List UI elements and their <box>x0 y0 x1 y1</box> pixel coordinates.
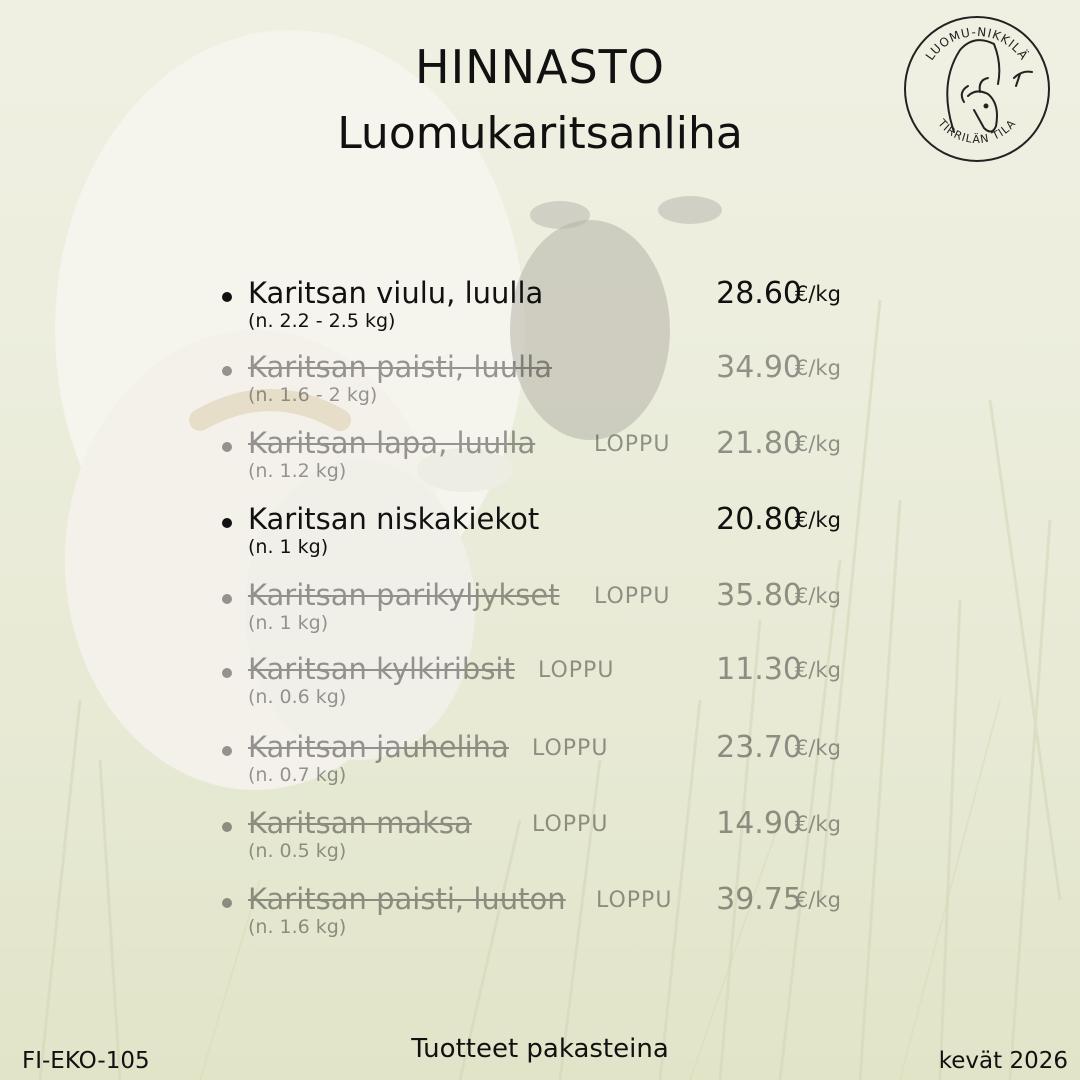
product-weight: (n. 1 kg) <box>248 536 329 558</box>
sold-out-label: LOPPU <box>594 584 671 609</box>
product-price: 39.75 <box>716 882 802 917</box>
product-name: Karitsan jauheliha <box>248 730 509 764</box>
product-row <box>222 502 882 574</box>
logo-text-bottom: TIRRILÄN TILA <box>935 116 1019 147</box>
product-row <box>222 652 882 724</box>
price-unit: €/kg <box>795 508 841 532</box>
product-name: Karitsan paisti, luulla <box>248 350 553 384</box>
product-row <box>222 426 882 498</box>
product-row <box>222 350 882 422</box>
price-unit: €/kg <box>795 888 841 912</box>
product-weight: (n. 1 kg) <box>248 612 329 634</box>
product-price: 35.80 <box>716 578 802 613</box>
product-weight: (n. 1.6 kg) <box>248 916 347 938</box>
product-name: Karitsan viulu, luulla <box>248 276 544 310</box>
sold-out-label: LOPPU <box>532 736 609 761</box>
price-unit: €/kg <box>795 812 841 836</box>
product-weight: (n. 0.6 kg) <box>248 686 347 708</box>
product-price: 28.60 <box>716 276 802 311</box>
product-name: Karitsan niskakiekot <box>248 502 540 536</box>
product-row <box>222 730 882 802</box>
product-price: 20.80 <box>716 502 802 537</box>
price-unit: €/kg <box>795 282 841 306</box>
bullet-icon <box>222 822 232 832</box>
frozen-products-note: Tuotteet pakasteina <box>411 1034 669 1064</box>
price-unit: €/kg <box>795 658 841 682</box>
product-price: 14.90 <box>716 806 802 841</box>
bullet-icon <box>222 442 232 452</box>
bullet-icon <box>222 668 232 678</box>
organic-certification-code: FI-EKO-105 <box>22 1048 150 1074</box>
product-weight: (n. 1.2 kg) <box>248 460 347 482</box>
product-weight: (n. 0.5 kg) <box>248 840 347 862</box>
price-unit: €/kg <box>795 432 841 456</box>
bullet-icon <box>222 746 232 756</box>
product-row <box>222 882 882 954</box>
product-row <box>222 806 882 878</box>
season-label: kevät 2026 <box>938 1048 1068 1074</box>
bullet-icon <box>222 518 232 528</box>
bullet-icon <box>222 292 232 302</box>
price-unit: €/kg <box>795 584 841 608</box>
product-name: Karitsan parikyljykset <box>248 578 560 612</box>
product-row <box>222 578 882 650</box>
sold-out-label: LOPPU <box>538 658 615 683</box>
product-name: Karitsan paisti, luuton <box>248 882 566 916</box>
product-weight: (n. 1.6 - 2 kg) <box>248 384 378 406</box>
product-price: 11.30 <box>716 652 802 687</box>
sold-out-label: LOPPU <box>532 812 609 837</box>
product-name: Karitsan lapa, luulla <box>248 426 536 460</box>
product-name: Karitsan maksa <box>248 806 472 840</box>
page-title: HINNASTO <box>415 40 665 94</box>
sold-out-label: LOPPU <box>594 432 671 457</box>
page-subtitle: Luomukaritsanliha <box>337 108 743 159</box>
price-unit: €/kg <box>795 736 841 760</box>
product-row <box>222 276 882 348</box>
product-price: 34.90 <box>716 350 802 385</box>
product-price: 23.70 <box>716 730 802 765</box>
product-weight: (n. 0.7 kg) <box>248 764 347 786</box>
product-name: Karitsan kylkiribsit <box>248 652 515 686</box>
product-weight: (n. 2.2 - 2.5 kg) <box>248 310 396 332</box>
price-unit: €/kg <box>795 356 841 380</box>
sold-out-label: LOPPU <box>596 888 673 913</box>
logo-text-top: LUOMU-NIKKILÄ <box>922 24 1032 63</box>
product-price: 21.80 <box>716 426 802 461</box>
bullet-icon <box>222 366 232 376</box>
bullet-icon <box>222 898 232 908</box>
bullet-icon <box>222 594 232 604</box>
